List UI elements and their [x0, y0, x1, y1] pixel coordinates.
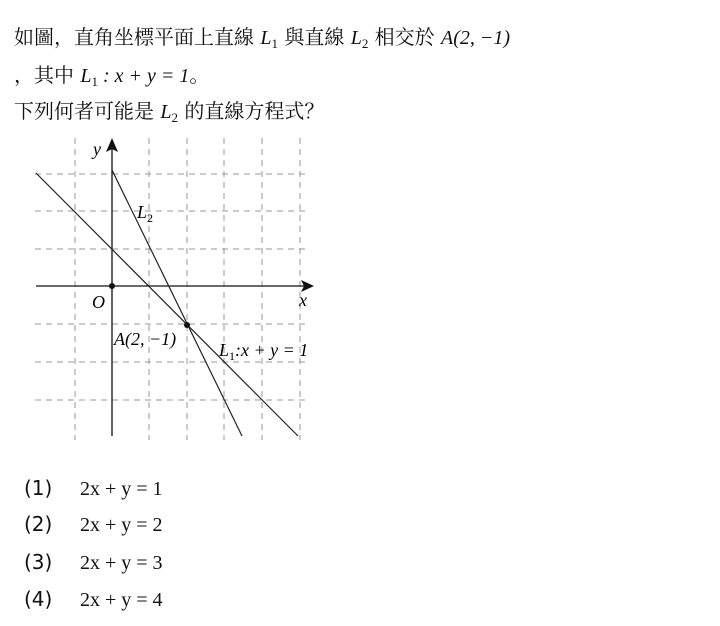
question-line-2 [14, 60, 209, 97]
origin-label: O [92, 292, 105, 312]
option-equation: 2x + y = 1 [80, 478, 163, 500]
question-text: 。 [189, 63, 210, 87]
option-2[interactable] [24, 510, 163, 539]
origin-point [109, 283, 115, 289]
line-L2-name: $L_2$ [160, 101, 178, 125]
option-number: (2) [24, 512, 53, 536]
line-L2-name: $L_2$ [350, 27, 369, 51]
x-axis-label: x [299, 290, 307, 310]
axes [36, 142, 310, 436]
y-axis-label: y [93, 139, 101, 159]
option-number: (3) [24, 550, 53, 574]
option-equation: 2x + y = 4 [80, 589, 163, 611]
option-number: (4) [24, 587, 53, 611]
option-equation: 2x + y = 2 [80, 514, 163, 536]
option-equation: 2x + y = 3 [80, 552, 163, 574]
question-line-3 [14, 96, 324, 133]
option-3[interactable] [24, 548, 163, 577]
question-text: 與直線 [277, 25, 351, 49]
line-L1-name: $L_1$ [80, 65, 98, 89]
question-text: ，其中 [14, 63, 81, 87]
coordinate-figure [30, 130, 340, 445]
question-text: 的直線方程式？ [177, 99, 325, 123]
option-4[interactable] [24, 585, 163, 614]
L1-equation: : x + y = 1 [97, 65, 190, 87]
L1-label: $L_1:x + y = 1$ [219, 340, 309, 363]
question-text: 如圖，直角坐標平面上直線 [14, 25, 261, 49]
option-number: (1) [24, 476, 53, 500]
question-line-1 [14, 22, 510, 59]
intersection-point: A(2, −1) [441, 27, 511, 49]
option-1[interactable] [24, 474, 163, 503]
question-text: 下列何者可能是 [14, 99, 161, 123]
point-A [184, 322, 190, 328]
line-L2 [112, 170, 242, 436]
L2-label: $L_2$ [137, 202, 154, 225]
point-A-label: A(2, −1) [114, 329, 177, 349]
line-L1-name: $L_1$ [260, 27, 278, 51]
question-text: 相交於 [368, 25, 442, 49]
